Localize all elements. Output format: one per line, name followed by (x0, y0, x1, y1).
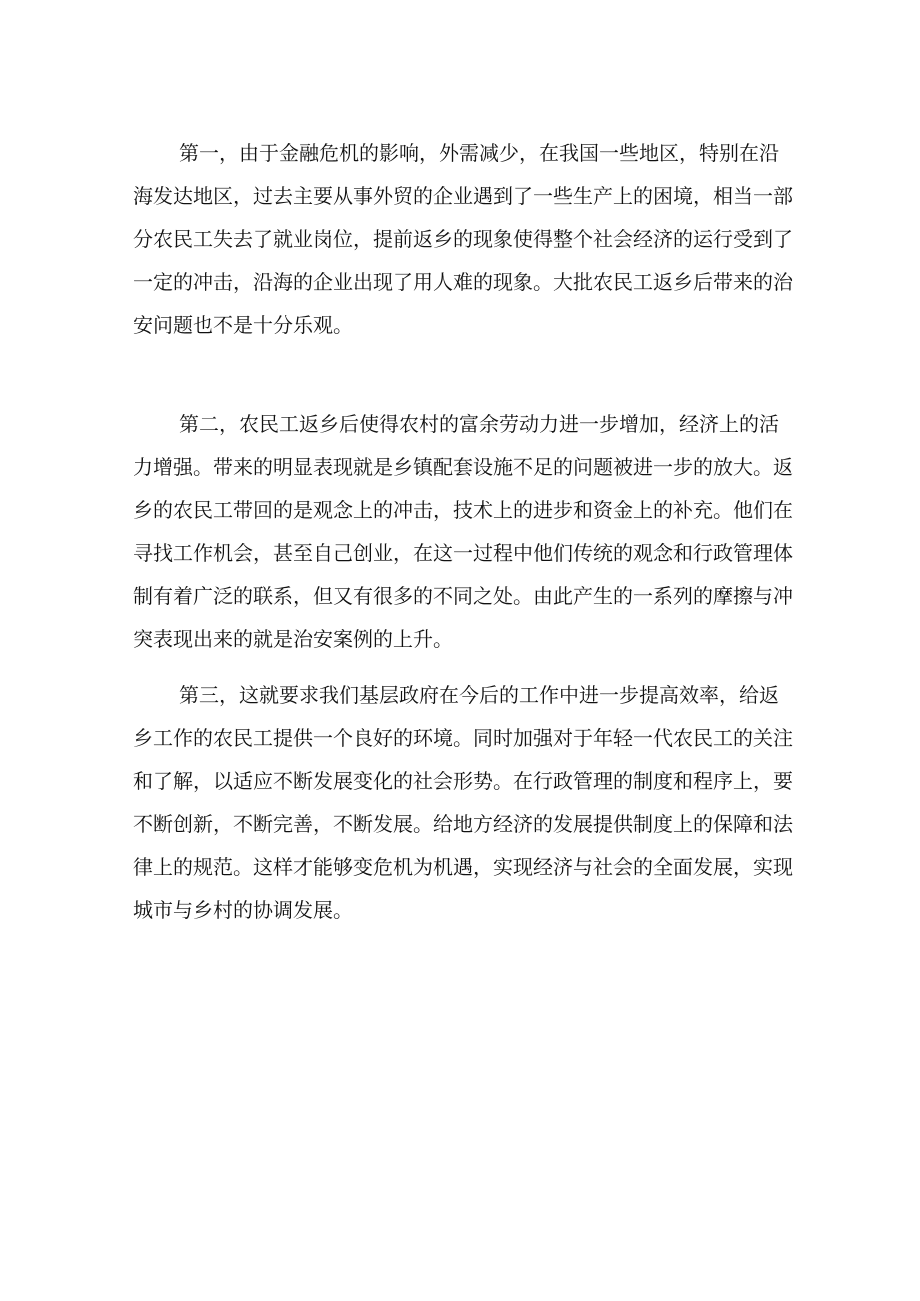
paragraph-third (133, 674, 793, 932)
paragraph-line: 制有着广泛的联系，但又有很多的不同之处。由此产生的一系列的摩擦与冲 (133, 584, 793, 608)
paragraph-line: 第二，农民工返乡后使得农村的富余劳动力进一步增加，经济上的活 (179, 412, 779, 436)
paragraph-line: 突表现出来的就是治安案例的上升。 (133, 627, 453, 651)
paragraph-second (133, 403, 793, 661)
paragraph-line: 分农民工失去了就业岗位，提前返乡的现象使得整个社会经济的运行受到了 (133, 227, 793, 251)
paragraph-line: 安问题也不是十分乐观。 (133, 313, 353, 337)
paragraph-line: 律上的规范。这样才能够变危机为机遇，实现经济与社会的全面发展，实现 (133, 855, 793, 879)
paragraph-line: 第一，由于金融危机的影响，外需减少，在我国一些地区，特别在沿 (179, 141, 779, 165)
paragraph-line: 力增强。带来的明显表现就是乡镇配套设施不足的问题被进一步的放大。返 (133, 455, 793, 479)
paragraph-line: 乡的农民工带回的是观念上的冲击，技术上的进步和资金上的补充。他们在 (133, 498, 793, 522)
paragraph-line: 海发达地区，过去主要从事外贸的企业遇到了一些生产上的困境，相当一部 (133, 184, 793, 208)
paragraph-line: 乡工作的农民工提供一个良好的环境。同时加强对于年轻一代农民工的关注 (133, 726, 793, 750)
paragraph-line: 寻找工作机会，甚至自己创业，在这一过程中他们传统的观念和行政管理体 (133, 541, 793, 565)
paragraph-line: 和了解，以适应不断发展变化的社会形势。在行政管理的制度和程序上，要 (133, 769, 793, 793)
paragraph-first (133, 132, 793, 347)
paragraph-line: 不断创新，不断完善，不断发展。给地方经济的发展提供制度上的保障和法 (133, 812, 793, 836)
paragraph-line: 第三，这就要求我们基层政府在今后的工作中进一步提高效率，给返 (179, 683, 779, 707)
paragraph-line: 一定的冲击，沿海的企业出现了用人难的现象。大批农民工返乡后带来的治 (133, 270, 793, 294)
paragraph-line: 城市与乡村的协调发展。 (133, 898, 353, 922)
